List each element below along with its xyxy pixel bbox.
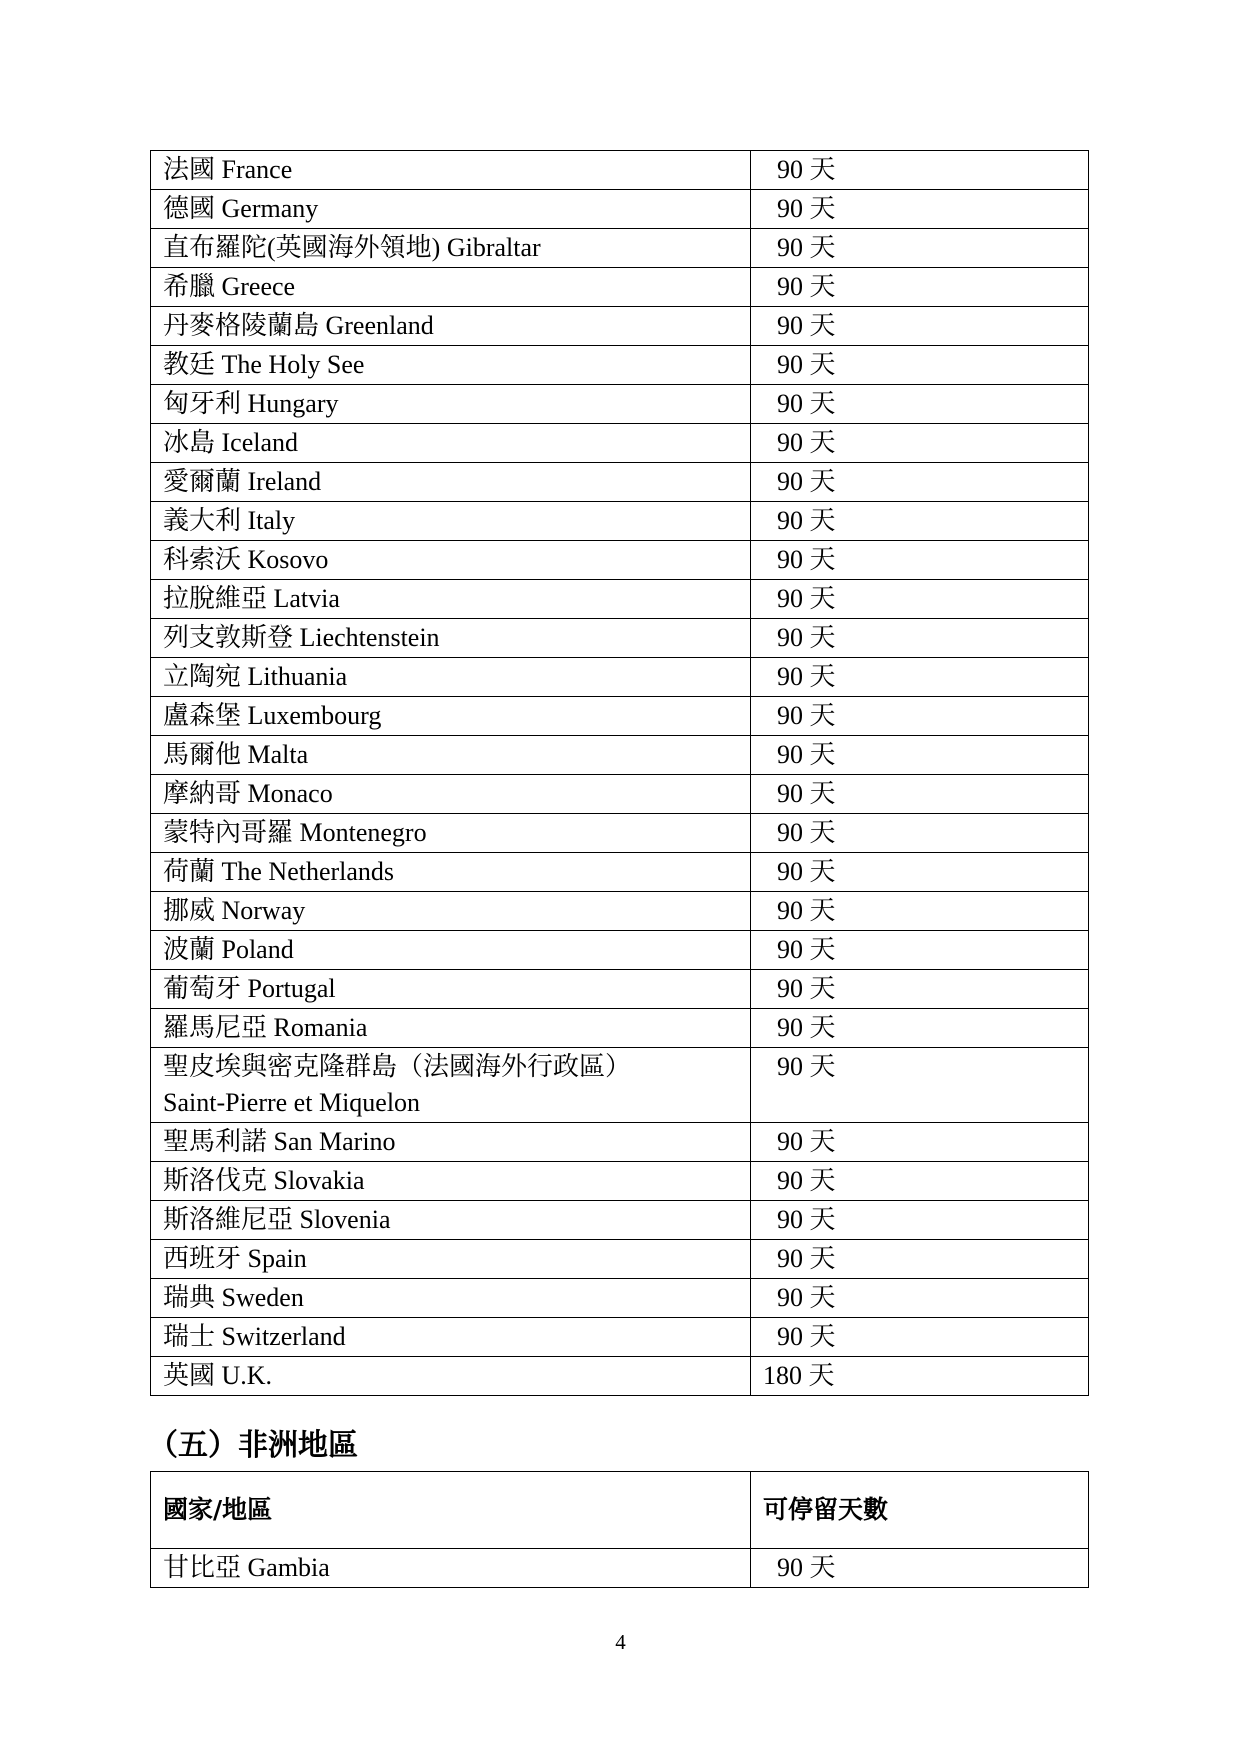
header-country: 國家/地區	[151, 1472, 751, 1549]
table-row	[151, 1123, 1089, 1162]
table-row	[151, 385, 1089, 424]
table-row	[151, 151, 1089, 190]
table-row	[151, 1549, 1089, 1588]
table-header-row	[151, 1472, 1089, 1549]
days-cell: 90 天	[751, 307, 1089, 346]
country-cell: 荷蘭 The Netherlands	[151, 853, 751, 892]
country-cell: 馬爾他 Malta	[151, 736, 751, 775]
country-cell: 義大利 Italy	[151, 502, 751, 541]
table-row	[151, 463, 1089, 502]
table-row	[151, 970, 1089, 1009]
country-cell: 摩納哥 Monaco	[151, 775, 751, 814]
table-row	[151, 190, 1089, 229]
table-row	[151, 1048, 1089, 1123]
country-cell: 西班牙 Spain	[151, 1240, 751, 1279]
table-row	[151, 814, 1089, 853]
country-cell: 挪威 Norway	[151, 892, 751, 931]
table-row	[151, 268, 1089, 307]
country-cell: 拉脫維亞 Latvia	[151, 580, 751, 619]
days-cell: 90 天	[751, 190, 1089, 229]
days-cell: 90 天	[751, 151, 1089, 190]
days-cell: 90 天	[751, 736, 1089, 775]
country-cell: 斯洛維尼亞 Slovenia	[151, 1201, 751, 1240]
country-cell: 波蘭 Poland	[151, 931, 751, 970]
days-cell: 90 天	[751, 814, 1089, 853]
days-cell: 90 天	[751, 1201, 1089, 1240]
table-row	[151, 346, 1089, 385]
table-row	[151, 1279, 1089, 1318]
days-cell: 90 天	[751, 1549, 1089, 1588]
section-heading-africa: （五）非洲地區	[148, 1428, 358, 1463]
country-cell: 冰島 Iceland	[151, 424, 751, 463]
table-row	[151, 502, 1089, 541]
table-row	[151, 931, 1089, 970]
days-cell: 90 天	[751, 697, 1089, 736]
country-cell: 愛爾蘭 Ireland	[151, 463, 751, 502]
country-cell: 瑞典 Sweden	[151, 1279, 751, 1318]
country-cell: 教廷 The Holy See	[151, 346, 751, 385]
days-cell: 90 天	[751, 1240, 1089, 1279]
table-row	[151, 619, 1089, 658]
africa-visa-table	[150, 1471, 1089, 1588]
days-cell: 90 天	[751, 346, 1089, 385]
table-row	[151, 853, 1089, 892]
table-row	[151, 775, 1089, 814]
table-row	[151, 1357, 1089, 1396]
europe-visa-table	[150, 150, 1089, 1396]
country-cell: 立陶宛 Lithuania	[151, 658, 751, 697]
table-row	[151, 1240, 1089, 1279]
table-row	[151, 424, 1089, 463]
country-name-en: Saint-Pierre et Miquelon	[163, 1088, 421, 1117]
country-name-zh: 聖皮埃與密克隆群島（法國海外行政區）	[163, 1052, 632, 1081]
table-row	[151, 658, 1089, 697]
country-cell: 葡萄牙 Portugal	[151, 970, 751, 1009]
table-row	[151, 541, 1089, 580]
days-cell: 90 天	[751, 580, 1089, 619]
country-cell: 斯洛伐克 Slovakia	[151, 1162, 751, 1201]
table-row	[151, 1009, 1089, 1048]
page-number: 4	[615, 1630, 626, 1654]
table-row	[151, 229, 1089, 268]
country-cell	[151, 1048, 751, 1123]
days-cell: 90 天	[751, 853, 1089, 892]
days-cell: 90 天	[751, 1123, 1089, 1162]
days-cell: 90 天	[751, 229, 1089, 268]
header-days: 可停留天數	[751, 1472, 1089, 1549]
country-cell: 法國 France	[151, 151, 751, 190]
days-cell: 90 天	[751, 892, 1089, 931]
days-cell: 90 天	[751, 931, 1089, 970]
days-cell: 90 天	[751, 424, 1089, 463]
days-cell: 90 天	[751, 619, 1089, 658]
days-cell: 90 天	[751, 1162, 1089, 1201]
country-cell: 希臘 Greece	[151, 268, 751, 307]
country-cell: 德國 Germany	[151, 190, 751, 229]
days-cell: 90 天	[751, 658, 1089, 697]
days-cell: 90 天	[751, 1009, 1089, 1048]
table-row	[151, 307, 1089, 346]
days-cell: 180 天	[751, 1357, 1089, 1396]
table-row	[151, 892, 1089, 931]
days-cell: 90 天	[751, 268, 1089, 307]
country-cell: 瑞士 Switzerland	[151, 1318, 751, 1357]
table-row	[151, 697, 1089, 736]
country-cell: 英國 U.K.	[151, 1357, 751, 1396]
country-cell: 直布羅陀(英國海外領地) Gibraltar	[151, 229, 751, 268]
table-row	[151, 580, 1089, 619]
days-cell: 90 天	[751, 1318, 1089, 1357]
country-cell: 匈牙利 Hungary	[151, 385, 751, 424]
days-cell: 90 天	[751, 970, 1089, 1009]
table-row	[151, 1162, 1089, 1201]
days-cell: 90 天	[751, 1048, 1089, 1123]
days-cell: 90 天	[751, 385, 1089, 424]
country-cell: 列支敦斯登 Liechtenstein	[151, 619, 751, 658]
country-cell: 羅馬尼亞 Romania	[151, 1009, 751, 1048]
table-row	[151, 1318, 1089, 1357]
table-row	[151, 736, 1089, 775]
days-cell: 90 天	[751, 541, 1089, 580]
country-cell: 丹麥格陵蘭島 Greenland	[151, 307, 751, 346]
country-cell: 盧森堡 Luxembourg	[151, 697, 751, 736]
country-cell: 科索沃 Kosovo	[151, 541, 751, 580]
country-cell: 甘比亞 Gambia	[151, 1549, 751, 1588]
days-cell: 90 天	[751, 1279, 1089, 1318]
days-cell: 90 天	[751, 775, 1089, 814]
days-cell: 90 天	[751, 502, 1089, 541]
days-cell: 90 天	[751, 463, 1089, 502]
country-cell: 蒙特內哥羅 Montenegro	[151, 814, 751, 853]
table-row	[151, 1201, 1089, 1240]
country-cell: 聖馬利諾 San Marino	[151, 1123, 751, 1162]
